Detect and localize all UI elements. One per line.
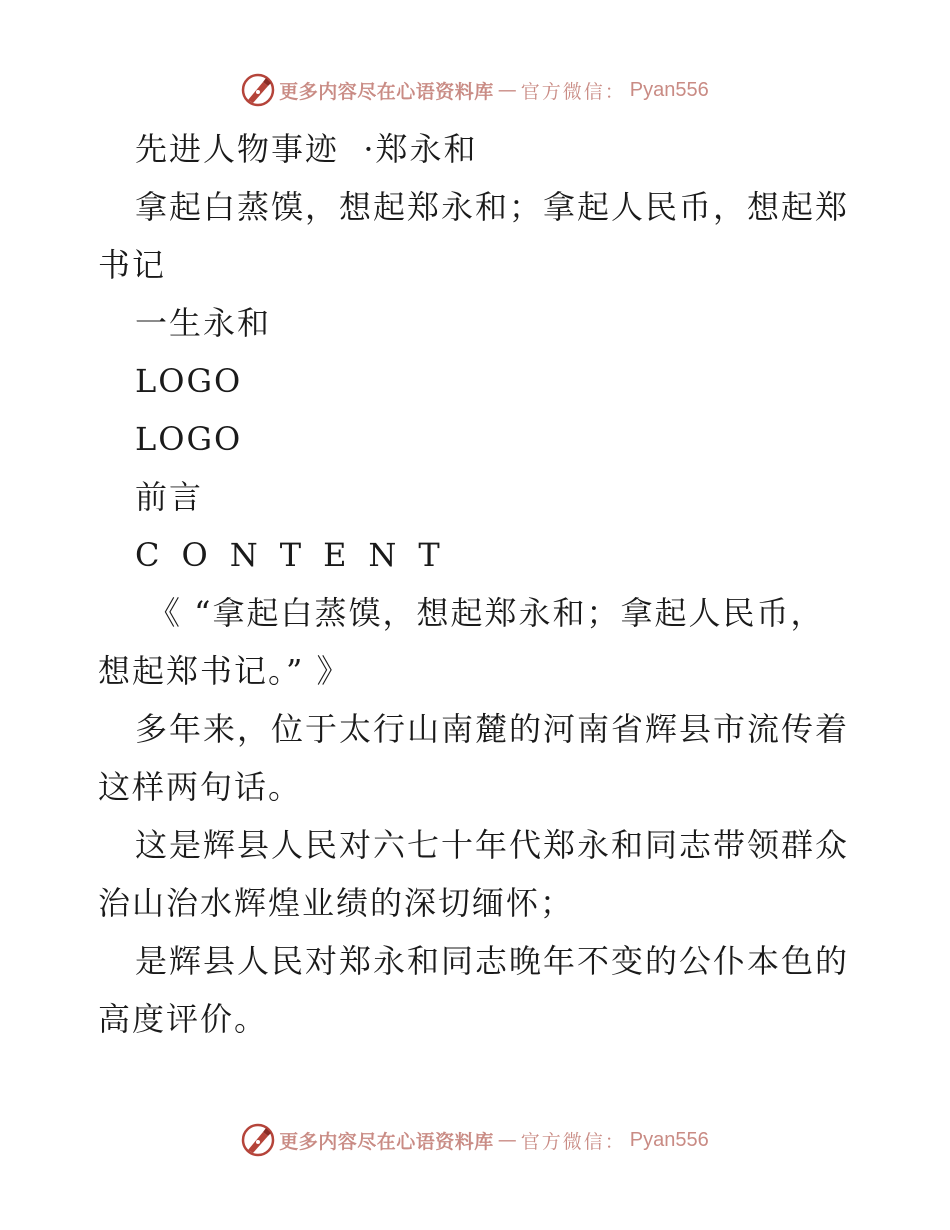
banner-wechat-id: Pyan556 xyxy=(629,78,709,101)
banner-dash: — xyxy=(497,79,517,101)
quote-paragraph: 《 “拿起白蒸馍，想起郑永和；拿起人民币，想起郑书记。” 》 xyxy=(98,594,825,690)
paragraph: 是辉县人民对郑永和同志晚年不变的公仆本色的高度评价。 xyxy=(98,942,850,1038)
paragraph: 多年来，位于太行山南麓的河南省辉县市流传着这样两句话。 xyxy=(98,710,850,806)
banner-wechat-label: 官方微信： xyxy=(520,80,626,103)
document-body xyxy=(98,120,858,1048)
footer-banner xyxy=(0,1120,950,1160)
banner-wechat-label: 官方微信： xyxy=(520,1130,626,1153)
banner-text: 更多内容尽在心语资料库 xyxy=(279,1130,494,1153)
section-heading: 前言 xyxy=(135,478,204,516)
paragraph: LOGO xyxy=(135,362,243,400)
paragraph: LOGO xyxy=(135,420,243,458)
section-heading: CONTENT xyxy=(135,536,462,574)
banner-text: 更多内容尽在心语资料库 xyxy=(279,80,494,103)
banner-wechat-id: Pyan556 xyxy=(629,1128,709,1151)
header-banner xyxy=(0,70,950,110)
banner-dash: — xyxy=(497,1129,517,1151)
pen-logo-icon xyxy=(241,73,275,107)
pen-logo-icon xyxy=(241,1123,275,1157)
paragraph: 一生永和 xyxy=(135,304,272,342)
paragraph: 拿起白蒸馍，想起郑永和；拿起人民币，想起郑书记 xyxy=(98,188,850,284)
paragraph: 这是辉县人民对六七十年代郑永和同志带领群众治山治水辉煌业绩的深切缅怀； xyxy=(98,826,850,922)
document-title: 先进人物事迹 ·郑永和 xyxy=(135,130,478,168)
